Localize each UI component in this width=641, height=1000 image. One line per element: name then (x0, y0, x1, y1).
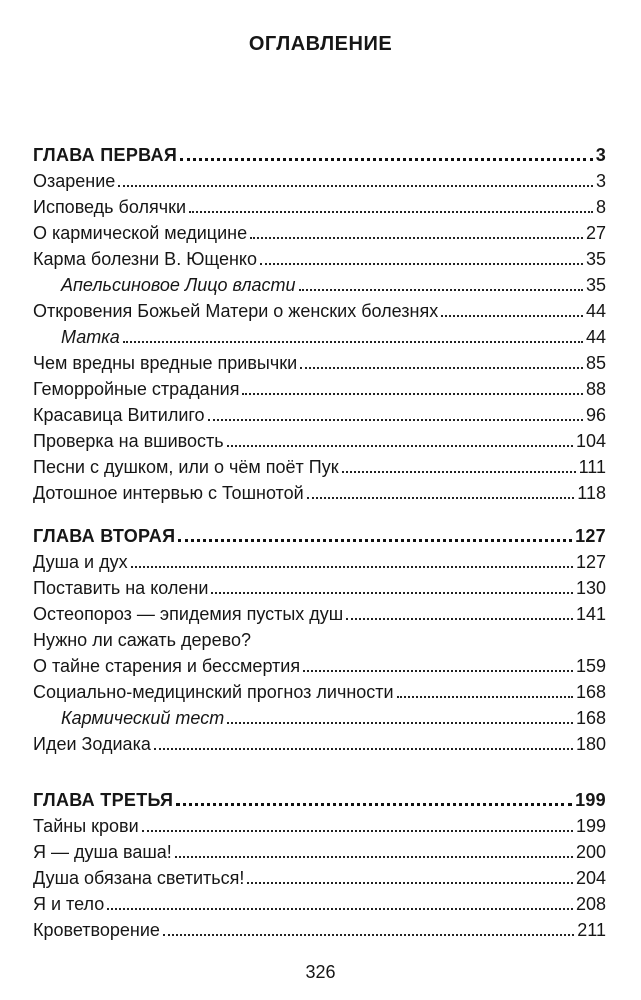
toc-entry[interactable] (33, 917, 606, 943)
toc-entry-title: Озарение (33, 171, 116, 191)
toc-entry-title: Песни с душком, или о чём поёт Пук (33, 457, 339, 477)
dot-leader (175, 848, 573, 858)
toc-entry[interactable] (33, 679, 606, 705)
dot-leader (118, 177, 593, 187)
toc-entry-title: Социально-медицинский прогноз личности (33, 682, 394, 702)
chapter-heading-row[interactable] (33, 523, 606, 549)
toc-entry-title: О тайне старения и бессмертия (33, 656, 301, 676)
dot-leader (397, 688, 573, 698)
toc-entry-page: 104 (575, 431, 606, 451)
toc-entry[interactable] (33, 220, 606, 246)
chapter-1 (33, 142, 606, 506)
toc-entry-page: 44 (585, 327, 606, 347)
dot-leader (307, 489, 575, 499)
toc-entry-page: 168 (575, 708, 606, 728)
toc-entry-title: Матка (61, 327, 120, 347)
toc-subentry[interactable] (33, 272, 606, 298)
toc-entry-title: Красавица Витилиго (33, 405, 205, 425)
toc-entry-title: Поставить на колени (33, 578, 209, 598)
toc-entry-title: Исповедь болячки (33, 197, 187, 217)
toc-entry[interactable] (33, 194, 606, 220)
toc-entry-title: Душа и дух (33, 552, 128, 572)
dot-leader (441, 307, 583, 317)
chapter-heading-row[interactable] (33, 142, 606, 168)
toc-entry-page: 204 (575, 868, 606, 888)
toc-entry[interactable] (33, 454, 606, 480)
toc-entry-title: Я — душа ваша! (33, 842, 172, 862)
toc-entry[interactable] (33, 865, 606, 891)
toc-entry-page: 168 (575, 682, 606, 702)
dot-leader (176, 795, 572, 806)
toc-entry-title: Дотошное интервью с Тошнотой (33, 483, 304, 503)
toc-entry[interactable] (33, 350, 606, 376)
dot-leader (300, 359, 583, 369)
toc-entry[interactable] (33, 428, 606, 454)
dot-leader (154, 740, 573, 750)
chapter-page: 127 (575, 526, 606, 546)
dot-leader (208, 411, 583, 421)
toc-entry-page: 159 (575, 656, 606, 676)
dot-leader (303, 662, 573, 672)
toc-entry-title: Идеи Зодиака (33, 734, 151, 754)
toc-entry-page: 88 (585, 379, 606, 399)
toc-entry[interactable] (33, 549, 606, 575)
dot-leader (189, 203, 593, 213)
dot-leader (346, 610, 573, 620)
toc-entry[interactable] (33, 839, 606, 865)
toc-entry[interactable] (33, 601, 606, 627)
page-title: ОГЛАВЛЕНИЕ (248, 33, 393, 55)
toc-subentry[interactable] (33, 705, 606, 731)
dot-leader (247, 874, 573, 884)
toc-entry-page: 118 (577, 483, 606, 503)
toc-entry-title: Душа обязана светиться! (33, 868, 245, 888)
dot-leader (107, 900, 573, 910)
toc-entry-title: Апельсиновое Лицо власти (61, 275, 296, 295)
toc-entry-page: 111 (578, 457, 606, 477)
dot-leader (178, 531, 572, 542)
toc-entry[interactable] (33, 168, 606, 194)
toc-entry[interactable] (33, 575, 606, 601)
chapter-3 (33, 787, 606, 943)
toc-entry[interactable] (33, 627, 606, 653)
toc-entry-title: Чем вредны вредные привычки (33, 353, 298, 373)
toc-entry-title: Нужно ли сажать дерево? (33, 630, 251, 650)
dot-leader (227, 437, 573, 447)
dot-leader (142, 822, 573, 832)
dot-leader (131, 558, 573, 568)
chapter-heading: ГЛАВА ПЕРВАЯ (33, 145, 178, 165)
toc-entry-page: 35 (585, 249, 606, 269)
dot-leader (123, 333, 583, 343)
toc-entry-page: 130 (575, 578, 606, 598)
toc-entry-title: Тайны крови (33, 816, 139, 836)
dot-leader (250, 229, 583, 239)
toc-entry-title: Откровения Божьей Матери о женских болезнях (33, 301, 439, 321)
toc-entry[interactable] (33, 891, 606, 917)
dot-leader (242, 385, 583, 395)
dot-leader (227, 714, 573, 724)
chapter-page: 199 (575, 790, 606, 810)
toc-entry-title: Остеопороз — эпидемия пустых душ (33, 604, 344, 624)
toc-entry[interactable] (33, 653, 606, 679)
chapter-heading: ГЛАВА ТРЕТЬЯ (33, 790, 174, 810)
dot-leader (299, 281, 583, 291)
toc-entry-title: Проверка на вшивость (33, 431, 224, 451)
toc-entry-page: 200 (575, 842, 606, 862)
toc-entry-page: 27 (585, 223, 606, 243)
toc-entry-page: 199 (575, 816, 606, 836)
toc-entry[interactable] (33, 376, 606, 402)
dot-leader (260, 255, 583, 265)
toc-entry-title: Я и тело (33, 894, 105, 914)
dot-leader (211, 584, 573, 594)
page-number: 326 (305, 962, 336, 982)
toc-entry-page: 127 (575, 552, 606, 572)
toc-entry-page: 85 (585, 353, 606, 373)
toc-entry[interactable] (33, 813, 606, 839)
chapter-heading: ГЛАВА ВТОРАЯ (33, 526, 176, 546)
toc-entry-page: 211 (577, 920, 606, 940)
toc-entry-page: 141 (575, 604, 606, 624)
toc-entry-title: Карма болезни В. Ющенко (33, 249, 258, 269)
dot-leader (342, 463, 576, 473)
toc-entry[interactable] (33, 246, 606, 272)
toc-subentry[interactable] (33, 324, 606, 350)
dot-leader (163, 926, 574, 936)
toc-entry-title: Кармический тест (61, 708, 225, 728)
toc-entry-page: 3 (595, 171, 606, 191)
toc-entry-page: 208 (575, 894, 606, 914)
toc-entry-page: 44 (585, 301, 606, 321)
toc-entry[interactable] (33, 402, 606, 428)
toc-entry-title: Геморройные страдания (33, 379, 240, 399)
chapter-heading-row[interactable] (33, 787, 606, 813)
toc-entry-title: Кроветворение (33, 920, 160, 940)
chapter-2 (33, 523, 606, 757)
chapter-page: 3 (595, 145, 606, 165)
toc-entry-page: 8 (595, 197, 606, 217)
toc-entry[interactable] (33, 731, 606, 757)
toc-entry-page: 96 (585, 405, 606, 425)
toc-entry[interactable] (33, 298, 606, 324)
dot-leader (180, 150, 593, 161)
toc-entry-page: 35 (585, 275, 606, 295)
toc-entry-page: 180 (575, 734, 606, 754)
toc-entry[interactable] (33, 480, 606, 506)
toc-entry-title: О кармической медицине (33, 223, 248, 243)
